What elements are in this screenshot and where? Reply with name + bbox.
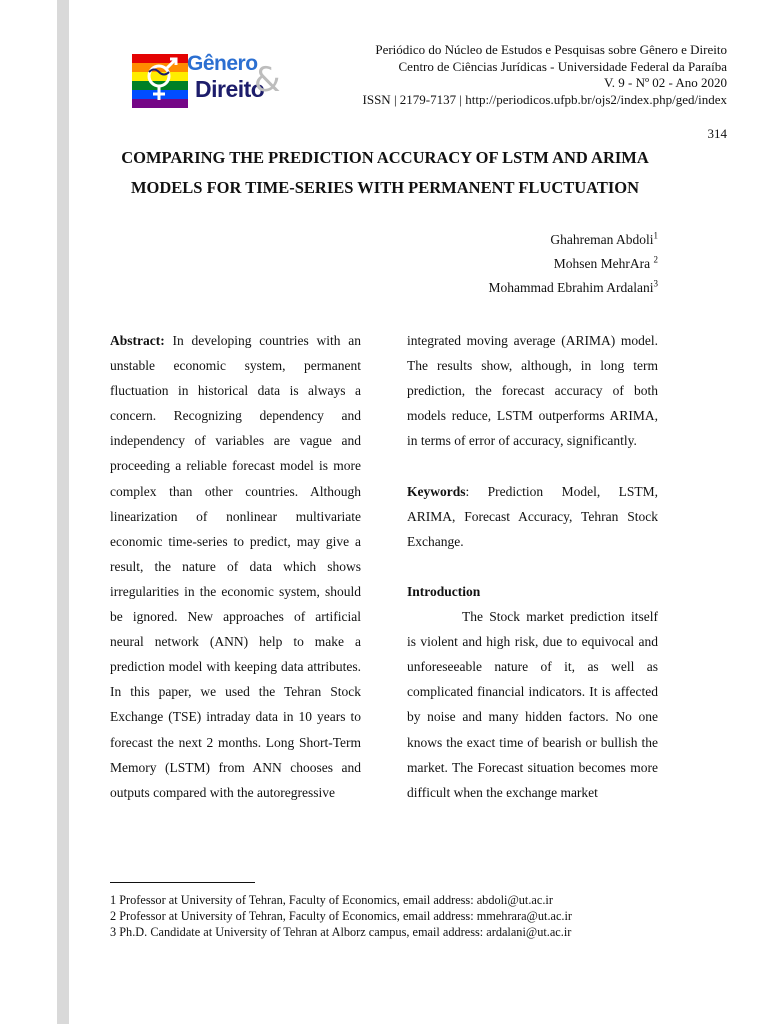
header-line-4[interactable]: ISSN | 2179-7137 | http://periodicos.ufpb.br/ojs2/index.php/ged/index (362, 91, 727, 107)
left-column (110, 328, 361, 805)
footnote-3: 3 Ph.D. Candidate at University of Tehran at Alborz campus, email address: ardalani@ut.ac.ir (110, 925, 572, 939)
page-margin (0, 0, 57, 1024)
abstract-label: Abstract: (110, 333, 165, 348)
header-line-3: V. 9 - Nº 02 - Ano 2020 (604, 75, 727, 90)
author-list (489, 228, 658, 300)
page-edge-shadow (57, 0, 69, 1024)
abstract-text-left: In developing countries with an unstable economic system, permanent fluctuation in historical data is always a concern. Recognizing dependency and independency of variables are vague and proceeding a reliable forecast model is more complex than other countries. Although linearization of nonlinear multivariate economic time-series to predict, may give a result, the nature of data which shows irregularities in the economic system, should be ignored. New approaches of artificial neural network (ANN) help to make a prediction model with keeping data attributes. In this paper, we used the Tehran Stock Exchange (TSE) intraday data in 10 years to forecast the next 2 months. Long Short-Term Memory (LSTM) from ANN chooses and outputs compared with the autoregressive (110, 333, 361, 800)
logo-text-direito: Direito (195, 76, 265, 102)
journal-logo (132, 52, 281, 108)
page-number: 314 (707, 126, 727, 141)
introduction-heading: Introduction (407, 583, 481, 599)
abstract-paragraph (110, 328, 361, 805)
footnotes (110, 892, 572, 940)
logo-text-genero: Gênero (187, 52, 258, 75)
rainbow-flag-icon (132, 54, 188, 108)
abstract-continued: integrated moving average (ARIMA) model. The results show, although, in long term prediction, the forecast accuracy of both models reduce, LSTM outperforms ARIMA, in terms of error of accuracy, significantly. (407, 333, 658, 449)
keywords-text: : Prediction Model, LSTM, ARIMA, Forecast Accuracy, Tehran Stock Exchange. (407, 483, 658, 549)
right-column (407, 328, 658, 805)
author-1: Ghahreman Abdoli$^1$ (550, 230, 658, 247)
keywords-label: Keywords (407, 483, 466, 499)
journal-header (363, 42, 727, 108)
logo-ampersand: & (254, 60, 281, 100)
header-line-1: Periódico do Núcleo de Estudos e Pesquisas sobre Gênero e Direito (375, 42, 727, 57)
author-3: Mohammad Ebrahim Ardalani$^3$ (488, 278, 658, 295)
footnote-1: 1 Professor at University of Tehran, Faculty of Economics, email address: abdoli@ut.ac.ir (110, 893, 553, 907)
paper-title: COMPARING THE PREDICTION ACCURACY OF LSTM AND ARIMA MODELS FOR TIME-SERIES WITH PERMANENT FLUCTUATION (121, 148, 649, 197)
keywords-paragraph (407, 479, 658, 554)
footnote-divider (110, 882, 255, 883)
author-2: Mohsen MehrAra $^2$ (553, 254, 658, 271)
footnote-2: 2 Professor at University of Tehran, Faculty of Economics, email address: mmehrara@ut.ac.ir (110, 909, 573, 923)
header-line-2: Centro de Ciências Jurídicas - Universidade Federal da Paraíba (398, 58, 727, 74)
introduction-text: The Stock market prediction itself is violent and high risk, due to equivocal and unforeseeable nature of it, as well as complicated financial indicators. It is affected by noise and many hidden factors. No one knows the exact time of bearish or bullish the market. The Forecast situation becomes more difficult when the exchange market (407, 609, 658, 800)
